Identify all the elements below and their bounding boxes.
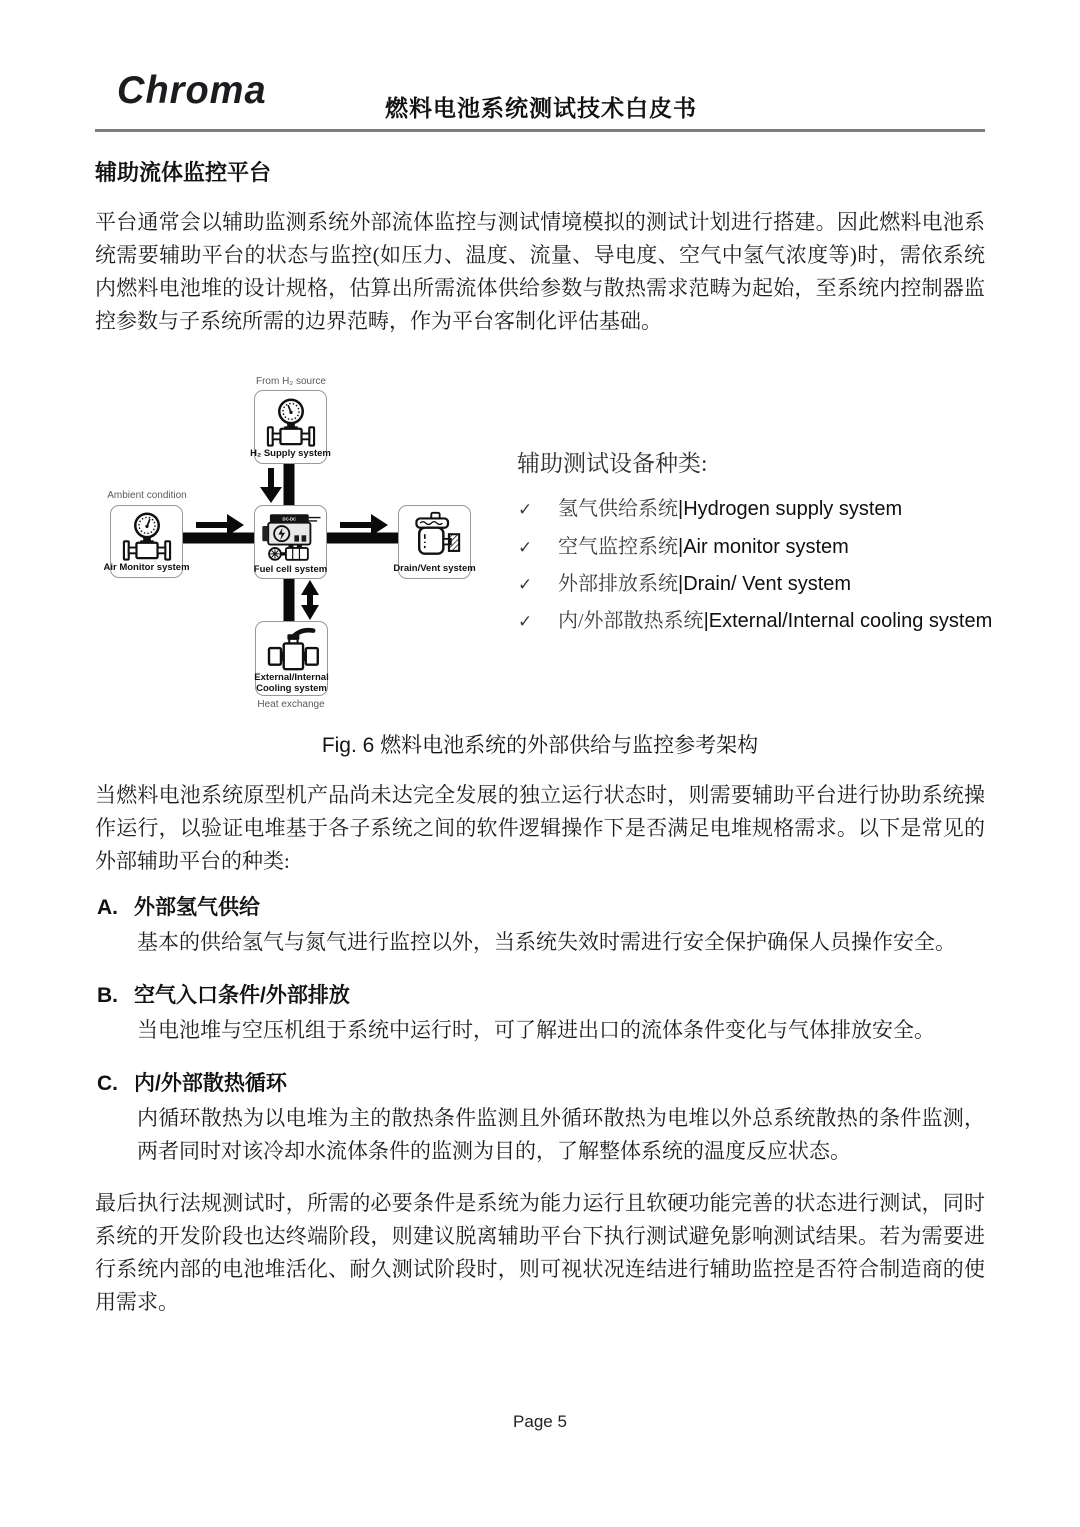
arrow-vertical-double-icon <box>301 580 319 620</box>
section-c-body: 内循环散热为以电堆为主的散热条件监测且外循环散热为电堆以外总系统散热的条件监测，两者同时对该冷却水流体条件的监测为目的，了解整体系统的温度反应状态。 <box>137 1106 985 1163</box>
drain-container-icon <box>406 510 464 563</box>
section-b-body: 当电池堆与空压机组于系统中运行时，可了解进出口的流体条件变化与气体排放安全。 <box>137 1018 935 1042</box>
section-a-marker: A. <box>97 896 118 919</box>
section-c-title: 内/外部散热循环 <box>134 1072 287 1095</box>
section-c <box>97 1072 985 1168</box>
list-item-en: |External/Internal cooling system <box>703 610 993 632</box>
side-list-title: 辅助测试设备种类: <box>517 451 708 476</box>
document-title: 燃料电池系统测试技术白皮书 <box>385 95 697 121</box>
box-label-fuel-cell: Fuel cell system <box>253 564 328 575</box>
section-a-heading <box>97 896 985 920</box>
list-item-zh: 内/外部散热系统 <box>558 610 704 632</box>
list-item-zh: 氢气供给系统 <box>558 498 678 520</box>
box-label-cooling <box>254 672 328 694</box>
checkmark-icon: ✓ <box>518 612 533 632</box>
section-a <box>97 896 985 959</box>
cooling-label-line1: External/Internal <box>254 672 329 683</box>
pressure-gauge-valve-icon <box>263 395 319 448</box>
figure-caption: Fig. 6 燃料电池系统的外部供给与监控参考架构 <box>321 734 759 757</box>
box-label-air-monitor: Air Monitor system <box>103 562 190 573</box>
box-label-drain-vent: Drain/Vent system <box>393 563 476 574</box>
section-heading: 辅助流体监控平台 <box>95 160 272 185</box>
diagram-box-h2-supply <box>250 390 331 464</box>
list-item-en: |Air monitor system <box>678 536 849 558</box>
section-b-heading <box>97 984 985 1008</box>
cooling-label-line2: Cooling system <box>256 683 327 694</box>
pressure-gauge-valve-icon <box>119 510 175 562</box>
list-item <box>518 530 849 559</box>
header-divider <box>95 129 985 132</box>
section-c-heading <box>97 1072 985 1096</box>
list-item-zh: 外部排放系统 <box>558 573 678 595</box>
box-label-h2-supply: H₂ Supply system <box>250 448 331 459</box>
section-b-title: 空气入口条件/外部排放 <box>134 984 350 1007</box>
list-item <box>518 604 992 633</box>
svg-text:DC-DC: DC-DC <box>282 516 296 522</box>
diagram-label-from-h2-source: From H₂ source <box>255 376 326 387</box>
list-item <box>518 567 851 596</box>
paragraph-aux-platform: 当燃料电池系统原型机产品尚未达完全发展的独立运行状态时，则需要辅助平台进行协助系统操作运行，以验证电堆基于各子系统之间的软件逻辑操作下是否满足电堆规格需求。以下是常见的外部辅助平台的种类: <box>95 783 985 873</box>
section-b-marker: B. <box>97 984 118 1007</box>
section-a-title: 外部氢气供给 <box>134 896 260 919</box>
ball-valve-icon <box>262 626 322 672</box>
diagram-box-air-monitor <box>103 505 190 578</box>
list-item <box>518 492 902 521</box>
arrow-down-icon <box>260 468 282 503</box>
section-b <box>97 984 985 1047</box>
diagram-box-drain-vent <box>393 505 476 579</box>
page-number: Page 5 <box>513 1412 567 1431</box>
paragraph-final: 最后执行法规测试时，所需的必要条件是系统为能力运行且软硬功能完善的状态进行测试，同时系统的开发阶段也达终端阶段，则建议脱离辅助平台下执行测试避免影响测试结果。若为需要进行系统内部的电池堆活化、耐久测试阶段时，则可视状况连结进行辅助监控是否符合制造商的使用需求。 <box>95 1191 985 1314</box>
list-item-en: |Hydrogen supply system <box>678 498 903 520</box>
checkmark-icon: ✓ <box>518 500 533 520</box>
diagram-label-heat-exchange: Heat exchange <box>257 699 325 710</box>
paragraph-intro: 平台通常会以辅助监测系统外部流体监控与测试情境模拟的测试计划进行搭建。因此燃料电池系统需要辅助平台的状态与监控(如压力、温度、流量、导电度、空气中氢气浓度等)时，需依系统内燃料电池堆的设计规格，估算出所需流体供给参数与散热需求范畴为起始，至系统内控制器监控参数与子系统所需的边界范畴，作为平台客制化评估基础。 <box>95 210 985 333</box>
section-c-marker: C. <box>97 1072 118 1095</box>
diagram-box-fuel-cell <box>254 505 327 579</box>
chroma-logo: Chroma <box>117 69 267 113</box>
section-a-body: 基本的供给氢气与氮气进行监控以外，当系统失效时需进行安全保护确保人员操作安全。 <box>137 930 956 954</box>
figure-diagram <box>95 375 993 720</box>
fuel-cell-device-icon <box>258 510 324 564</box>
checkmark-icon: ✓ <box>518 538 533 558</box>
list-item-zh: 空气监控系统 <box>558 536 678 558</box>
diagram-box-cooling <box>255 621 328 696</box>
diagram-label-ambient-condition: Ambient condition <box>107 490 187 501</box>
list-item-en: |Drain/ Vent system <box>678 573 852 595</box>
checkmark-icon: ✓ <box>518 575 533 595</box>
